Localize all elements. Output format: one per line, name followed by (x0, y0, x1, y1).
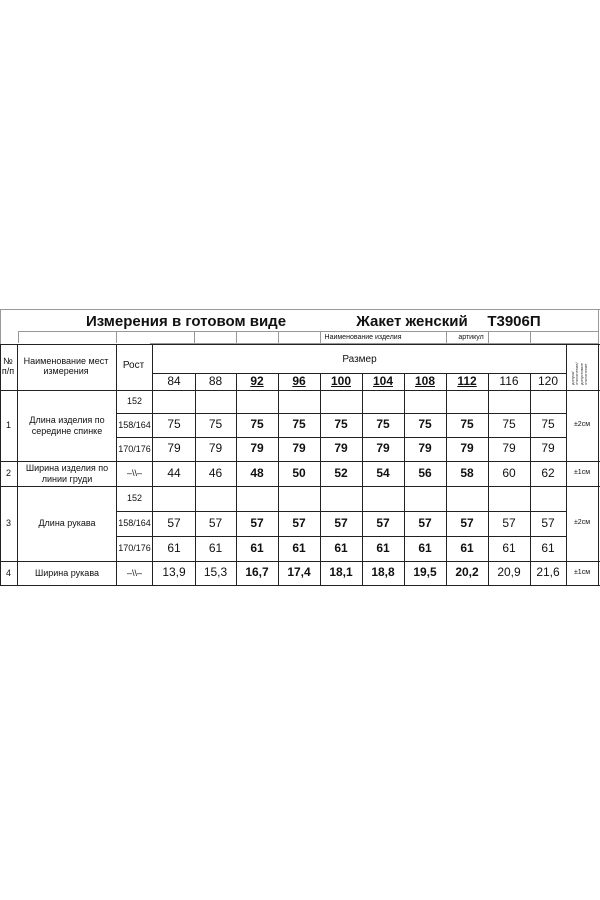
value-cell: 75 (376, 417, 390, 432)
value-cell: 75 (292, 417, 306, 432)
value-cell (446, 486, 488, 511)
value-cell: 57 (502, 515, 516, 530)
value-cell (278, 486, 320, 511)
value-cell: 75 (460, 417, 474, 432)
value-cell (153, 390, 195, 413)
value-cell: 54 (376, 465, 390, 480)
value-cell: 61 (460, 540, 474, 555)
value-cell: 15,3 (203, 565, 228, 580)
value-cell: 75 (250, 417, 264, 432)
value-cell: 16,7 (245, 565, 269, 580)
value-cell: 57 (250, 515, 264, 530)
height-cell: –\\– (126, 567, 142, 578)
value-cell: 61 (334, 540, 348, 555)
title-product: Жакет женский (356, 313, 468, 331)
header-number: № п/п (1, 355, 15, 376)
value-cell (236, 486, 278, 511)
height-cell: 170/176 (118, 443, 151, 454)
value-cell: 21,6 (536, 565, 560, 580)
value-cell: 61 (292, 540, 306, 555)
value-cell: 57 (541, 515, 555, 530)
product-name-label: Наименование изделия (324, 333, 402, 341)
value-cell: 57 (460, 515, 474, 530)
grid-line (488, 331, 489, 343)
value-cell (530, 486, 566, 511)
size-header-96: 96 (292, 373, 306, 388)
value-cell: 79 (167, 441, 181, 456)
grid-line (0, 309, 1, 345)
value-cell: 19,5 (413, 565, 437, 580)
grid-line (18, 331, 19, 343)
header-height: Рост (122, 360, 145, 372)
value-cell: 50 (292, 465, 306, 480)
value-cell: 46 (208, 465, 223, 480)
measure-number: 2 (5, 468, 11, 479)
tolerance-value: ±1см (573, 568, 591, 576)
measure-name: Длина изделия по середине спинке (29, 415, 105, 436)
tolerance-value: ±1см (573, 469, 591, 477)
value-cell: 79 (334, 441, 348, 456)
value-cell (278, 390, 320, 413)
value-cell: 61 (376, 540, 390, 555)
value-cell: 44 (167, 465, 181, 480)
grid-line (116, 331, 117, 343)
height-cell: 158/164 (118, 419, 151, 430)
value-cell: 57 (292, 515, 306, 530)
value-cell: 57 (334, 515, 348, 530)
tolerance-header-note: допуск/ отклонение/ допустимое отклонение (570, 362, 589, 385)
value-cell: 17,4 (287, 565, 311, 580)
tolerance-value: ±2см (573, 421, 591, 429)
size-header-116: 116 (499, 373, 519, 388)
value-cell (362, 390, 404, 413)
value-cell: 79 (502, 441, 516, 456)
measure-name: Ширина рукава (34, 567, 99, 578)
grid-line (446, 331, 447, 343)
tolerance-value: ±2см (573, 519, 591, 527)
value-cell: 61 (502, 540, 516, 555)
measure-name: Ширина изделия по линии груди (25, 463, 109, 484)
value-cell: 75 (541, 417, 555, 432)
value-cell (320, 486, 362, 511)
value-cell: 75 (334, 417, 348, 432)
value-cell: 61 (250, 540, 264, 555)
height-cell: 170/176 (118, 543, 151, 554)
value-cell: 61 (418, 540, 432, 555)
grid-line (278, 331, 279, 343)
value-cell: 20,2 (455, 565, 479, 580)
size-header-92: 92 (250, 373, 264, 388)
title-main: Измерения в готовом виде (85, 313, 287, 331)
value-cell: 52 (334, 465, 348, 480)
size-header-88: 88 (208, 373, 223, 388)
value-cell: 60 (502, 465, 516, 480)
height-cell: –\\– (126, 468, 142, 479)
value-cell (446, 390, 488, 413)
grid-line (320, 331, 321, 343)
value-cell: 20,9 (497, 565, 521, 580)
value-cell (488, 390, 530, 413)
header-measure-name: Наименование мест измерения (23, 355, 109, 376)
value-cell: 79 (292, 441, 306, 456)
value-cell: 79 (376, 441, 390, 456)
value-cell: 18,8 (371, 565, 395, 580)
size-header-108: 108 (414, 373, 436, 388)
grid-line (0, 344, 600, 345)
value-cell (404, 390, 446, 413)
value-cell: 79 (208, 441, 223, 456)
value-cell: 75 (208, 417, 223, 432)
grid-line (0, 309, 600, 310)
value-cell: 57 (376, 515, 390, 530)
height-cell: 152 (126, 493, 143, 504)
value-cell: 61 (167, 540, 181, 555)
height-cell: 152 (126, 396, 143, 407)
value-cell: 79 (541, 441, 555, 456)
size-header-100: 100 (330, 373, 352, 388)
value-cell: 79 (418, 441, 432, 456)
grid-line (194, 331, 195, 343)
value-cell: 79 (250, 441, 264, 456)
grid-line (598, 344, 599, 585)
value-cell (530, 390, 566, 413)
measure-number: 1 (5, 420, 11, 431)
grid-line (18, 331, 598, 332)
value-cell: 56 (418, 465, 432, 480)
value-cell: 18,1 (329, 565, 353, 580)
value-cell (488, 486, 530, 511)
value-cell: 75 (418, 417, 432, 432)
value-cell: 61 (208, 540, 223, 555)
size-header-104: 104 (372, 373, 394, 388)
value-cell: 75 (502, 417, 516, 432)
grid-line (530, 331, 531, 343)
value-cell: 57 (208, 515, 223, 530)
value-cell (404, 486, 446, 511)
height-cell: 158/164 (118, 518, 151, 529)
size-header-84: 84 (167, 373, 181, 388)
grid-line (0, 585, 600, 586)
value-cell: 57 (167, 515, 181, 530)
value-cell (195, 486, 236, 511)
title-article: Т3906П (487, 313, 541, 331)
value-cell (153, 486, 195, 511)
value-cell: 79 (460, 441, 474, 456)
value-cell: 57 (418, 515, 432, 530)
value-cell: 48 (250, 465, 264, 480)
grid-line (236, 331, 237, 343)
grid-line (598, 309, 599, 345)
measure-name: Длина рукава (38, 518, 96, 529)
value-cell (320, 390, 362, 413)
value-cell (195, 390, 236, 413)
measure-number: 4 (5, 567, 11, 578)
size-header-112: 112 (457, 373, 477, 388)
value-cell (362, 486, 404, 511)
value-cell (236, 390, 278, 413)
measure-number: 3 (5, 518, 11, 529)
header-size: Размер (342, 354, 377, 366)
value-cell: 58 (460, 465, 474, 480)
value-cell: 75 (167, 417, 181, 432)
size-header-120: 120 (537, 373, 559, 388)
value-cell: 62 (541, 465, 555, 480)
article-label: артикул (458, 333, 484, 341)
value-cell: 61 (541, 540, 555, 555)
value-cell: 13,9 (162, 565, 186, 580)
